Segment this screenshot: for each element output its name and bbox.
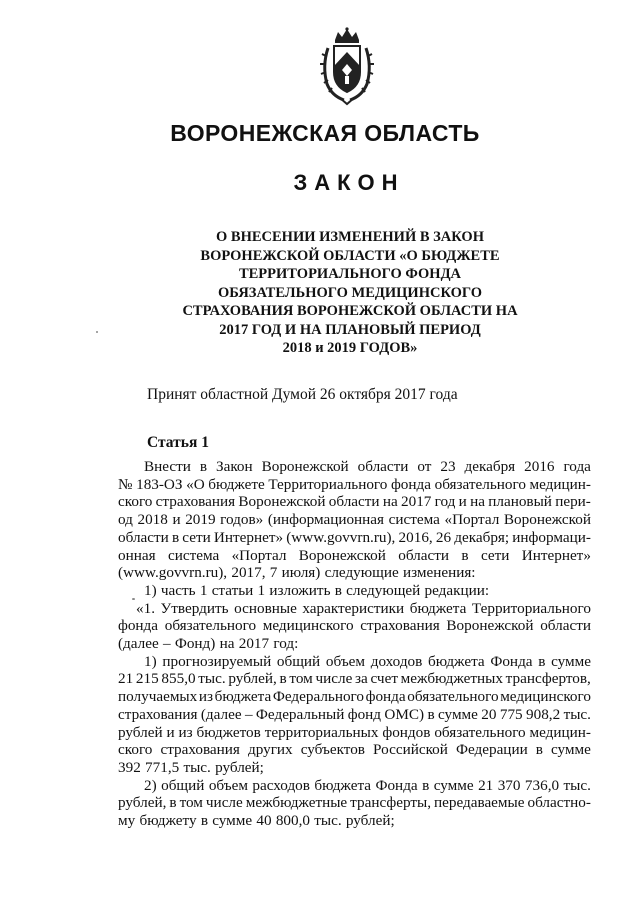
word: на <box>382 493 398 511</box>
word: и <box>166 723 175 741</box>
word: Территориального <box>471 599 591 617</box>
word: годов» <box>220 511 264 529</box>
word: медицин- <box>529 475 591 493</box>
word: онная <box>118 546 156 564</box>
word: объем <box>208 776 248 794</box>
law-title <box>160 228 540 358</box>
word: других <box>247 741 293 759</box>
word: расходов <box>252 776 310 794</box>
word: «Портал <box>231 546 287 564</box>
word: межбюджетных <box>400 670 503 688</box>
word: в <box>538 652 546 670</box>
word: следующие <box>324 564 399 582</box>
word: в <box>422 776 430 794</box>
word: бюджета <box>314 776 372 794</box>
word: – <box>244 705 253 723</box>
word: 21 <box>478 776 494 794</box>
word: ского <box>118 493 153 511</box>
word: система <box>388 511 440 529</box>
adoption-note: Принят областной Думой 26 октября 2017 года <box>147 386 458 403</box>
body-line <box>118 547 591 565</box>
word: Фонда <box>490 652 533 670</box>
word: общий <box>161 776 205 794</box>
law-title-line: 2018 и 2019 ГОДОВ» <box>282 340 418 356</box>
word: рублей, <box>228 670 277 688</box>
body-line <box>118 635 591 653</box>
word: фонда <box>365 688 406 706</box>
word: счет <box>370 670 398 688</box>
body-line <box>118 724 591 742</box>
word: 2017 <box>401 493 432 511</box>
word: 855,0 <box>161 670 196 688</box>
body-line <box>118 794 591 812</box>
word: числе <box>315 670 353 688</box>
word: изменения: <box>402 564 476 582</box>
word: субъектов <box>300 741 365 759</box>
document-type: ЗАКОН <box>293 170 405 195</box>
body-line <box>118 777 591 795</box>
word: плановый <box>488 493 552 511</box>
word: Воронежской <box>238 493 326 511</box>
word: года <box>563 458 591 475</box>
word: в <box>427 705 435 723</box>
article-heading: Статья 1 <box>147 434 209 451</box>
word: – <box>162 635 171 653</box>
word: области <box>540 617 591 635</box>
word: тыс. <box>563 776 591 794</box>
word: «Портал <box>444 511 500 529</box>
word: Интернет» <box>213 528 284 546</box>
body-line <box>118 600 591 618</box>
word: передаваемые <box>434 794 525 812</box>
body-line <box>118 706 591 724</box>
word: статьи <box>211 581 254 599</box>
word: 23 <box>440 458 456 475</box>
word: № <box>118 475 133 493</box>
word: Интернет» <box>521 546 591 564</box>
word: «О <box>186 475 205 493</box>
word: 1) <box>144 581 157 599</box>
word: 800,0 <box>275 812 310 830</box>
word: 21 <box>118 670 134 688</box>
word: рублей; <box>345 812 395 830</box>
word: рублей; <box>215 758 264 776</box>
word: Воронежской <box>446 617 534 635</box>
word: и <box>458 493 467 511</box>
word: 908,2 <box>526 705 561 723</box>
word: обязательного <box>434 723 526 741</box>
word: фонда <box>390 475 431 493</box>
word: в <box>461 546 469 564</box>
word: доходов <box>370 652 423 670</box>
body-line <box>118 617 591 635</box>
word: от <box>417 458 432 475</box>
word: фонда <box>118 617 159 635</box>
word: страхования <box>118 705 198 723</box>
law-title-line: ТЕРРИТОРИАЛЬНОГО ФОНДА <box>238 266 462 282</box>
word: области <box>398 546 450 564</box>
word: 775 <box>499 705 523 723</box>
word: прогнозируемый <box>162 652 272 670</box>
word: 2) <box>144 776 157 794</box>
word: трансфертов, <box>505 670 591 688</box>
word: Фонд) <box>174 635 216 653</box>
word: Закон <box>215 458 253 475</box>
law-title-line: ВОРОНЕЖСКОЙ ОБЛАСТИ «О БЮДЖЕТЕ <box>200 247 500 264</box>
word: территориальных <box>264 723 379 741</box>
word: 20 <box>481 705 497 723</box>
word: 736,0 <box>524 776 560 794</box>
word: объем <box>325 652 366 670</box>
word: Утвердить <box>160 599 229 617</box>
word: (www.govvrn.ru), <box>286 528 396 546</box>
word: 2018 <box>137 511 168 529</box>
word: 183-ОЗ <box>136 475 183 493</box>
body-line <box>118 582 591 600</box>
article-body <box>118 458 591 830</box>
region-title: ВОРОНЕЖСКАЯ ОБЛАСТЬ <box>170 120 480 146</box>
word: области <box>118 528 169 546</box>
word: тыс. <box>314 812 342 830</box>
word: том <box>179 794 203 812</box>
word: сумме <box>551 652 591 670</box>
word: характеристики <box>302 599 405 617</box>
word: 1) <box>144 652 157 670</box>
word: 2017, <box>231 564 266 582</box>
word: получаемых <box>118 688 198 706</box>
word: ОМС) <box>384 705 425 723</box>
word: трансферты, <box>350 794 431 812</box>
word: медицинского <box>262 617 354 635</box>
word: бюджета <box>409 599 467 617</box>
word: и <box>172 511 181 529</box>
body-line <box>118 493 591 511</box>
word: Воронежской <box>503 511 591 529</box>
word: сети <box>182 528 211 546</box>
word: том <box>289 670 313 688</box>
word: система <box>167 546 220 564</box>
word: из <box>198 688 213 706</box>
word: 1 <box>257 581 266 599</box>
law-title-line: 2017 ГОД И НА ПЛАНОВЫЙ ПЕРИОД <box>219 321 481 338</box>
word: обязательного <box>164 617 257 635</box>
word: 7 <box>269 564 278 582</box>
word: бюджетов <box>196 723 261 741</box>
word: числе <box>205 794 243 812</box>
word: сумме <box>551 741 591 759</box>
word: декабря; <box>454 528 510 546</box>
body-line <box>118 476 591 494</box>
word: обязательного <box>407 688 499 706</box>
word: Фонда <box>375 776 418 794</box>
word: ского <box>118 741 153 759</box>
scan-speck <box>132 598 135 600</box>
body-line <box>118 653 591 671</box>
word: 392 <box>118 758 141 776</box>
word: «1. <box>136 599 155 617</box>
word: год: <box>273 635 299 653</box>
word: страхования <box>155 493 236 511</box>
word: тыс. <box>198 670 226 688</box>
word: Российской <box>373 741 448 759</box>
word: обязательного <box>434 475 526 493</box>
word: (далее <box>118 635 159 653</box>
body-line <box>118 688 591 706</box>
word: страхования <box>360 617 440 635</box>
word: рублей <box>118 723 163 741</box>
law-title-line: ОБЯЗАТЕЛЬНОГО МЕДИЦИНСКОГО <box>217 284 483 301</box>
word: межбюджетные <box>245 794 348 812</box>
word: (www.govvrn.ru), <box>118 564 228 582</box>
word: основные <box>234 599 297 617</box>
body-line <box>118 741 591 759</box>
word: му <box>118 812 136 830</box>
body-line <box>118 511 591 529</box>
word: 2016 <box>524 458 555 475</box>
word: области <box>328 493 380 511</box>
word: Внести <box>144 458 191 475</box>
word: изложить <box>269 581 331 599</box>
word: в <box>171 528 180 546</box>
word: Федеральный <box>255 705 345 723</box>
word: в <box>169 794 177 812</box>
word: (далее <box>200 705 242 723</box>
word: фондов <box>382 723 431 741</box>
word: 26 <box>435 528 452 546</box>
word: часть <box>160 581 196 599</box>
word: 1 <box>199 581 208 599</box>
word: областно- <box>527 794 591 812</box>
word: общий <box>276 652 321 670</box>
word: редакции: <box>424 581 490 599</box>
word: информаци- <box>512 528 591 546</box>
scan-speck <box>96 331 98 333</box>
word: 40 <box>256 812 272 830</box>
word: Воронежской <box>298 546 386 564</box>
word: области <box>357 458 409 475</box>
word: бюджету <box>139 812 197 830</box>
word: июля) <box>281 564 321 582</box>
word: за <box>355 670 368 688</box>
word: в <box>535 741 543 759</box>
word: 2019 <box>185 511 216 529</box>
word: медицин- <box>529 723 591 741</box>
word: год <box>434 493 456 511</box>
word: тыс. <box>183 758 211 776</box>
word: из <box>178 723 193 741</box>
word: в <box>334 581 342 599</box>
word: сумме <box>438 705 478 723</box>
word: 2016, <box>398 528 433 546</box>
word: в <box>199 458 208 475</box>
body-line <box>118 670 591 688</box>
word: сети <box>480 546 510 564</box>
word: Федерального <box>272 688 364 706</box>
body-line <box>118 759 591 777</box>
word: сумме <box>433 776 474 794</box>
word: фонд <box>347 705 382 723</box>
body-line <box>118 564 591 582</box>
word: 2017 <box>238 635 270 653</box>
word: страхования <box>160 741 240 759</box>
word: Территориального <box>268 475 388 493</box>
word: пери- <box>555 493 591 511</box>
word: бюджета <box>428 652 485 670</box>
word: на <box>219 635 235 653</box>
word: сумме <box>212 812 253 830</box>
word: медицинского <box>500 688 591 706</box>
word: (информационная <box>267 511 385 529</box>
law-title-line: О ВНЕСЕНИИ ИЗМЕНЕНИЙ В ЗАКОН <box>216 229 484 245</box>
word: од <box>118 511 133 529</box>
law-title-line: СТРАХОВАНИЯ ВОРОНЕЖСКОЙ ОБЛАСТИ НА <box>182 303 518 319</box>
word: 215 <box>135 670 159 688</box>
coat-of-arms-icon <box>318 26 376 106</box>
word: в <box>200 812 208 830</box>
word: бюджете <box>208 475 265 493</box>
word: 771,5 <box>145 758 180 776</box>
word: на <box>470 493 485 511</box>
word: декабря <box>464 458 516 475</box>
word: в <box>279 670 287 688</box>
word: рублей, <box>118 794 167 812</box>
body-line <box>118 812 591 830</box>
body-line <box>118 458 591 476</box>
body-line <box>118 529 591 547</box>
word: тыс. <box>563 705 591 723</box>
word: 370 <box>497 776 521 794</box>
word: Воронежской <box>261 458 349 475</box>
word: следующей <box>346 581 421 599</box>
word: Федерации <box>455 741 528 759</box>
word: бюджета <box>214 688 272 706</box>
